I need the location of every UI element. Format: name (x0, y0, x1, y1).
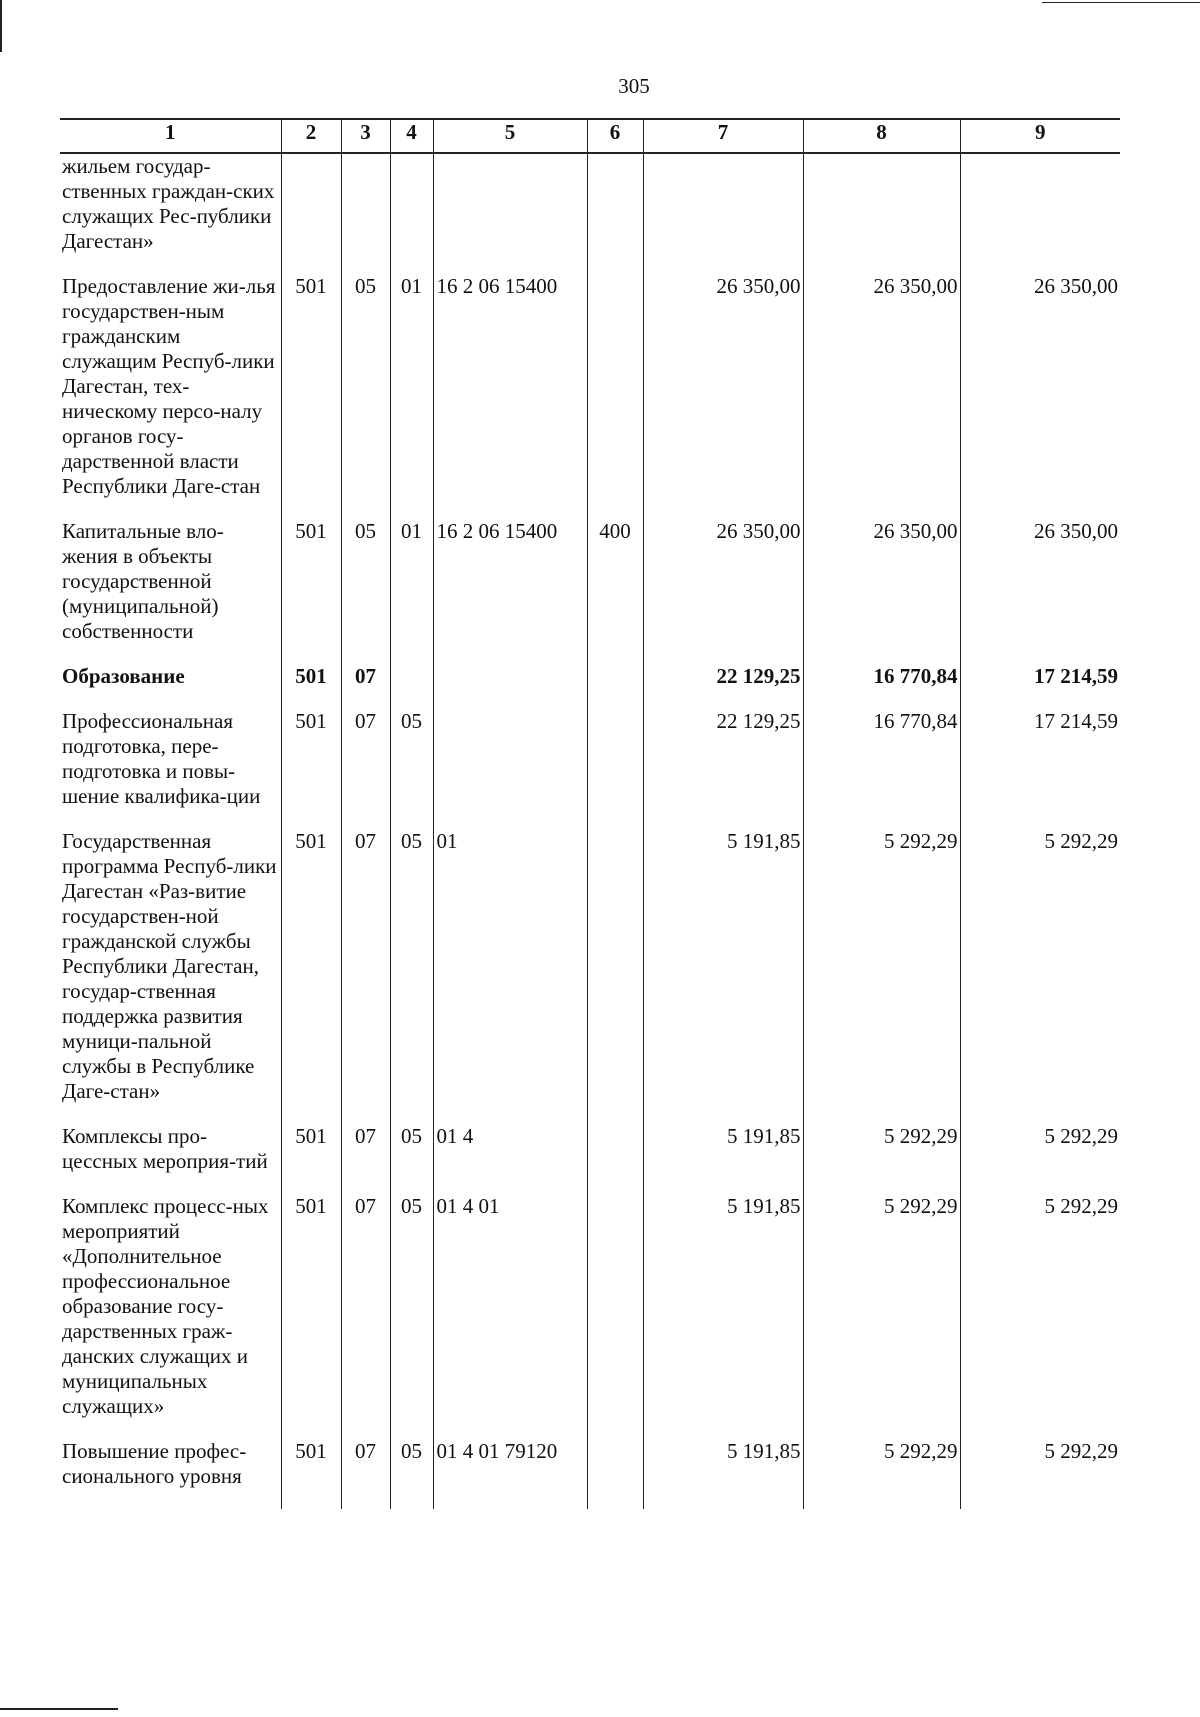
row-value-9: 5 292,29 (960, 1194, 1120, 1439)
row-value-7: 22 129,25 (643, 664, 803, 709)
row-value-9: 17 214,59 (960, 709, 1120, 829)
row-code-6 (587, 829, 643, 1124)
row-value-8: 5 292,29 (803, 1194, 960, 1439)
col-header-7: 7 (643, 119, 803, 153)
table-row (60, 153, 1120, 274)
table-row (60, 1194, 1120, 1439)
row-code-6: 400 (587, 519, 643, 664)
top-right-rule (1042, 2, 1200, 3)
row-name: Комплексы про-цессных мероприя-тий (60, 1124, 281, 1194)
row-value-9: 5 292,29 (960, 1124, 1120, 1194)
col-header-8: 8 (803, 119, 960, 153)
row-code-4 (390, 664, 433, 709)
row-code-5: 01 (433, 829, 587, 1124)
table-row (60, 1124, 1120, 1194)
row-code-5: 01 4 (433, 1124, 587, 1194)
row-name: Повышение профес-сионального уровня (60, 1439, 281, 1509)
row-code-3: 05 (341, 274, 390, 519)
row-code-6 (587, 274, 643, 519)
page-number: 305 (618, 74, 650, 98)
row-value-8: 5 292,29 (803, 829, 960, 1124)
row-code-5 (433, 709, 587, 829)
row-value-7: 5 191,85 (643, 1439, 803, 1509)
row-name: жильем государ-ственных граждан-ских служащих Рес-публики Дагестан» (60, 153, 281, 274)
row-code-3 (341, 153, 390, 274)
row-code-3: 07 (341, 664, 390, 709)
row-code-5: 16 2 06 15400 (433, 519, 587, 664)
row-value-8 (803, 153, 960, 274)
row-value-8: 5 292,29 (803, 1124, 960, 1194)
table-row (60, 829, 1120, 1124)
row-code-2: 501 (281, 1439, 341, 1509)
row-value-7: 5 191,85 (643, 1194, 803, 1439)
row-value-7: 26 350,00 (643, 519, 803, 664)
row-code-6 (587, 1439, 643, 1509)
row-code-5 (433, 664, 587, 709)
row-code-4 (390, 153, 433, 274)
row-value-7: 22 129,25 (643, 709, 803, 829)
row-code-4: 05 (390, 709, 433, 829)
row-value-8: 26 350,00 (803, 274, 960, 519)
table-row (60, 1439, 1120, 1509)
budget-table-wrapper (60, 118, 1120, 1509)
budget-table (60, 118, 1120, 1509)
row-code-3: 07 (341, 709, 390, 829)
row-code-2: 501 (281, 1194, 341, 1439)
row-code-3: 07 (341, 1124, 390, 1194)
bottom-left-rule (0, 1708, 118, 1710)
col-header-4: 4 (390, 119, 433, 153)
row-value-7: 5 191,85 (643, 829, 803, 1124)
col-header-6: 6 (587, 119, 643, 153)
row-value-8: 16 770,84 (803, 664, 960, 709)
header-row (60, 119, 1120, 153)
row-name: Предоставление жи-лья государствен-ным гражданским служащим Респуб-лики Дагестан, тех-ническому персо-налу органов госу-дарственной власти Республики Даге-стан (60, 274, 281, 519)
row-code-2: 501 (281, 1124, 341, 1194)
row-code-2: 501 (281, 829, 341, 1124)
table-row (60, 274, 1120, 519)
left-margin-rule (0, 0, 2, 52)
row-code-4: 01 (390, 274, 433, 519)
row-code-4: 05 (390, 1194, 433, 1439)
row-code-4: 05 (390, 1124, 433, 1194)
row-code-2: 501 (281, 664, 341, 709)
row-code-2: 501 (281, 519, 341, 664)
row-name: Государственная программа Респуб-лики Дагестан «Раз-витие государствен-ной гражданской службы Республики Дагестан, государ-ственная поддержка развития муници-пальной службы в Республике Даге-стан» (60, 829, 281, 1124)
row-code-3: 05 (341, 519, 390, 664)
row-code-5 (433, 153, 587, 274)
row-name: Профессиональная подготовка, пере-подготовка и повы-шение квалифика-ции (60, 709, 281, 829)
row-code-2: 501 (281, 274, 341, 519)
row-code-6 (587, 664, 643, 709)
row-code-6 (587, 153, 643, 274)
row-code-5: 16 2 06 15400 (433, 274, 587, 519)
row-value-7: 5 191,85 (643, 1124, 803, 1194)
row-name: Образование (60, 664, 281, 709)
row-name: Комплекс процесс-ных мероприятий «Дополнительное профессиональное образование госу-дарственных граж-данских служащих и муниципальных служащих» (60, 1194, 281, 1439)
row-value-9: 17 214,59 (960, 664, 1120, 709)
row-value-9: 26 350,00 (960, 519, 1120, 664)
col-header-2: 2 (281, 119, 341, 153)
row-code-3: 07 (341, 829, 390, 1124)
row-value-9: 5 292,29 (960, 829, 1120, 1124)
row-value-7 (643, 153, 803, 274)
row-value-9: 26 350,00 (960, 274, 1120, 519)
table-body (60, 153, 1120, 1509)
row-value-7: 26 350,00 (643, 274, 803, 519)
row-code-4: 01 (390, 519, 433, 664)
row-code-3: 07 (341, 1439, 390, 1509)
row-value-8: 16 770,84 (803, 709, 960, 829)
row-code-6 (587, 709, 643, 829)
row-code-2 (281, 153, 341, 274)
row-value-8: 5 292,29 (803, 1439, 960, 1509)
col-header-5: 5 (433, 119, 587, 153)
col-header-1: 1 (60, 119, 281, 153)
row-code-2: 501 (281, 709, 341, 829)
row-code-4: 05 (390, 829, 433, 1124)
row-code-4: 05 (390, 1439, 433, 1509)
row-value-9: 5 292,29 (960, 1439, 1120, 1509)
row-code-3: 07 (341, 1194, 390, 1439)
col-header-3: 3 (341, 119, 390, 153)
table-row (60, 519, 1120, 664)
table-row-section (60, 664, 1120, 709)
row-code-5: 01 4 01 79120 (433, 1439, 587, 1509)
table-row (60, 709, 1120, 829)
row-code-6 (587, 1124, 643, 1194)
col-header-9: 9 (960, 119, 1120, 153)
row-value-9 (960, 153, 1120, 274)
row-code-6 (587, 1194, 643, 1439)
row-name: Капитальные вло-жения в объекты государственной (муниципальной) собственности (60, 519, 281, 664)
row-value-8: 26 350,00 (803, 519, 960, 664)
row-code-5: 01 4 01 (433, 1194, 587, 1439)
